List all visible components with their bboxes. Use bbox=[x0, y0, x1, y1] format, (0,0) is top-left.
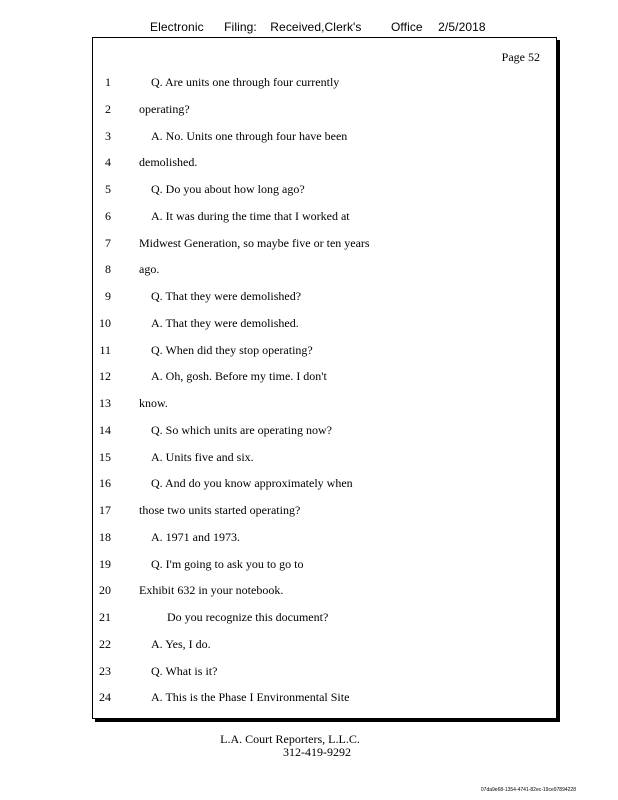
transcript-line bbox=[93, 635, 556, 653]
document-id: 07da9e68-1354-4741-82ec-19ce97894228 bbox=[480, 787, 576, 793]
transcript-line bbox=[93, 234, 556, 252]
line-number: 4 bbox=[105, 155, 111, 170]
line-number: 6 bbox=[105, 208, 111, 223]
filing-stamp-header bbox=[150, 20, 486, 34]
line-text: A. It was during the time that I worked at bbox=[151, 208, 350, 223]
line-text: those two units started operating? bbox=[139, 503, 301, 517]
line-number: 16 bbox=[99, 476, 111, 491]
transcript-line bbox=[93, 153, 556, 171]
line-number: 1 bbox=[105, 75, 111, 89]
transcript-line bbox=[93, 608, 556, 626]
transcript-line bbox=[93, 314, 556, 332]
line-number: 9 bbox=[105, 289, 111, 303]
transcript-line bbox=[93, 501, 556, 519]
line-text: demolished. bbox=[139, 155, 198, 170]
reporter-company: L.A. Court Reporters, L.L.C. bbox=[220, 732, 360, 746]
line-text: A. Yes, I do. bbox=[151, 636, 211, 651]
transcript-line bbox=[93, 528, 556, 546]
line-number: 19 bbox=[99, 556, 111, 571]
line-number: 10 bbox=[99, 315, 111, 330]
transcript-line bbox=[93, 448, 556, 466]
line-number: 2 bbox=[105, 101, 111, 116]
line-text: A. That they were demolished. bbox=[151, 315, 299, 330]
transcript-line bbox=[93, 555, 556, 573]
line-text: Q. That they were demolished? bbox=[151, 289, 302, 303]
line-text: Q. So which units are operating now? bbox=[151, 422, 332, 437]
line-number: 14 bbox=[99, 422, 111, 437]
line-number: 17 bbox=[99, 503, 111, 517]
transcript-line bbox=[93, 367, 556, 385]
transcript-line bbox=[93, 127, 556, 145]
line-number: 7 bbox=[105, 235, 111, 250]
filing-word-filing: Filing: bbox=[224, 20, 257, 34]
transcript-line bbox=[93, 341, 556, 359]
page-number: Page 52 bbox=[501, 50, 540, 64]
line-number: 21 bbox=[99, 610, 111, 624]
line-text: Q. I'm going to ask you to go to bbox=[151, 556, 304, 571]
line-text: A. 1971 and 1973. bbox=[151, 529, 240, 544]
transcript-line bbox=[93, 688, 556, 706]
line-number: 5 bbox=[105, 182, 111, 196]
transcript-line bbox=[93, 260, 556, 278]
line-number: 12 bbox=[99, 369, 111, 384]
line-number: 20 bbox=[99, 583, 111, 598]
line-text: Midwest Generation, so maybe five or ten years bbox=[139, 235, 370, 250]
line-text: A. No. Units one through four have been bbox=[151, 128, 348, 143]
line-text: Q. And do you know approximately when bbox=[151, 476, 353, 491]
line-text: A. Oh, gosh. Before my time. I don't bbox=[151, 369, 327, 384]
line-number: 22 bbox=[99, 636, 111, 651]
reporter-phone: 312-419-9292 bbox=[283, 745, 351, 759]
transcript-line bbox=[93, 207, 556, 225]
transcript-page-frame bbox=[92, 37, 557, 719]
transcript-line bbox=[93, 421, 556, 439]
line-text: Exhibit 632 in your notebook. bbox=[139, 583, 284, 598]
line-text: Q. Do you about how long ago? bbox=[151, 182, 305, 196]
filing-word-received: Received,Clerk's bbox=[270, 20, 362, 34]
transcript-line bbox=[93, 662, 556, 680]
line-text: Q. When did they stop operating? bbox=[151, 342, 313, 357]
line-text: A. Units five and six. bbox=[151, 449, 254, 464]
line-text: operating? bbox=[139, 101, 190, 116]
line-number: 13 bbox=[99, 396, 111, 410]
filing-word-electronic: Electronic bbox=[150, 20, 204, 34]
transcript-line bbox=[93, 287, 556, 305]
line-number: 11 bbox=[99, 342, 111, 357]
line-text: know. bbox=[139, 396, 168, 410]
line-text: Do you recognize this document? bbox=[167, 610, 329, 624]
reporter-footer bbox=[0, 733, 580, 759]
transcript-line bbox=[93, 474, 556, 492]
line-number: 18 bbox=[99, 529, 111, 544]
filing-word-office: Office bbox=[390, 20, 423, 34]
line-number: 8 bbox=[105, 262, 111, 277]
line-number: 23 bbox=[99, 663, 111, 678]
line-text: A. This is the Phase I Environmental Site bbox=[151, 690, 350, 705]
transcript-line bbox=[93, 73, 556, 91]
transcript-line bbox=[93, 100, 556, 118]
line-number: 3 bbox=[105, 128, 111, 143]
filing-date: 2/5/2018 bbox=[438, 20, 486, 34]
transcript-line bbox=[93, 581, 556, 599]
line-text: Q. Are units one through four currently bbox=[151, 75, 340, 89]
line-number: 24 bbox=[99, 690, 111, 705]
line-number: 15 bbox=[99, 449, 111, 464]
line-text: ago. bbox=[139, 262, 160, 277]
transcript-line bbox=[93, 180, 556, 198]
line-text: Q. What is it? bbox=[151, 663, 218, 678]
transcript-line bbox=[93, 394, 556, 412]
